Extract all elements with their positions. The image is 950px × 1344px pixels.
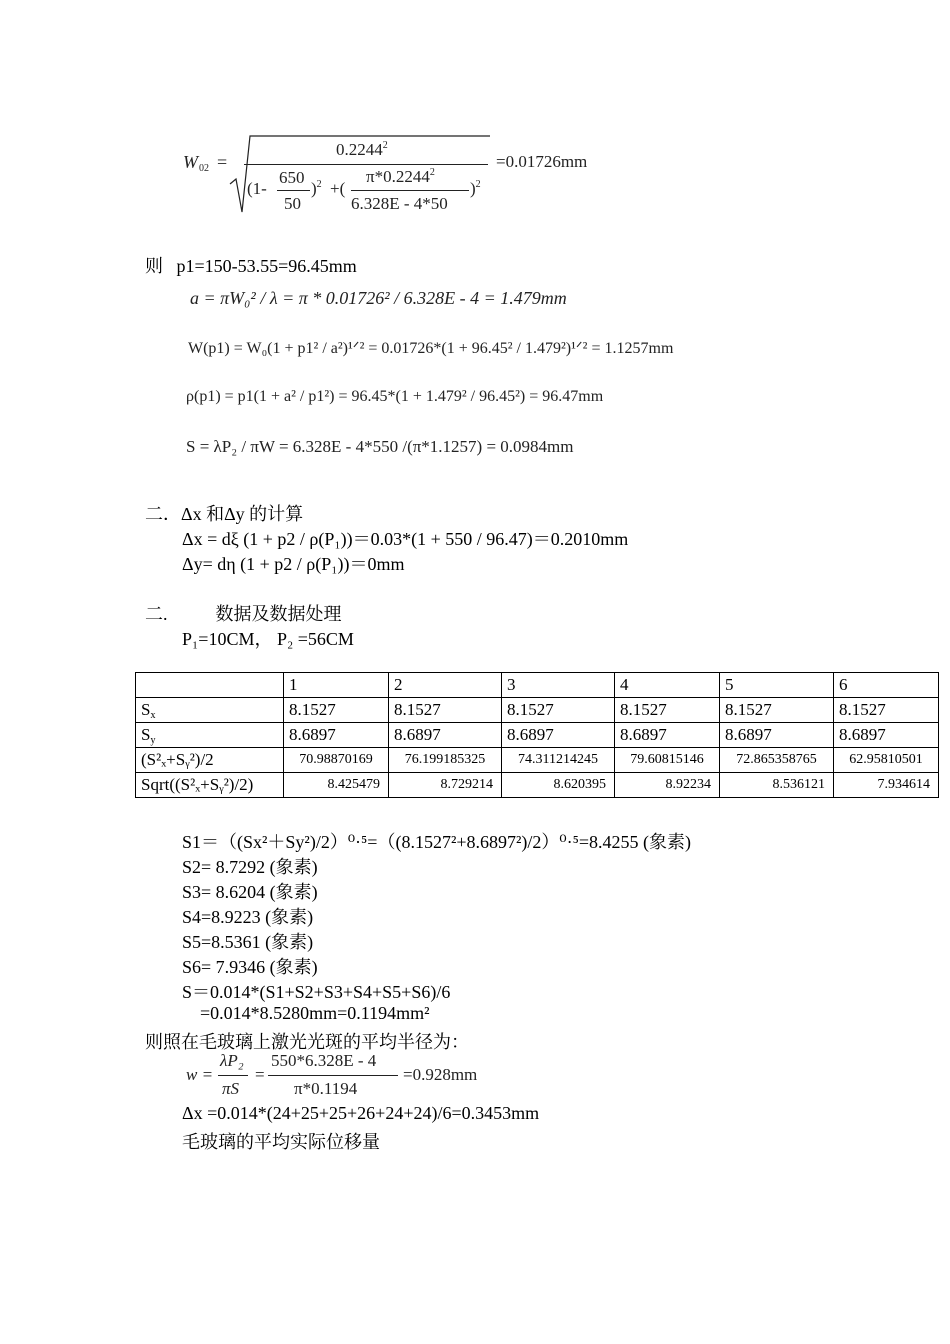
table-cell: 8.6897 (502, 723, 615, 748)
row-label-sx: $S_x$ (136, 698, 284, 723)
equation-a: a = πW₀² / λ = π * 0.01726² / 6.328E - 4 = 1.479mm (190, 288, 567, 308)
table-cell: 70.98870169 (284, 748, 389, 773)
w02-den-a-num: 650 (279, 168, 305, 187)
w02-den-a-close: )$^2$ (311, 179, 322, 198)
w02-den-b-close: )$^2$ (470, 179, 481, 198)
w-fraction-line (218, 1075, 248, 1076)
row-label-sy: $S_y$ (136, 723, 284, 748)
table-cell: 8.6897 (720, 723, 834, 748)
table-cell: 8.6897 (389, 723, 502, 748)
s4-line: S4=8.9223 (象素) (182, 907, 314, 927)
table-header-cell: 1 (284, 673, 389, 698)
table-header-cell: 5 (720, 673, 834, 698)
table-header-cell: 3 (502, 673, 615, 698)
w02-equals: = (217, 152, 228, 172)
section-data-num: 二. (145, 604, 168, 624)
w02-den-plus: +( (330, 179, 346, 198)
w-lhs: w = (186, 1065, 214, 1084)
s6-line: S6= 7.9346 (象素) (182, 957, 318, 977)
equation-w: W(p1) = W₀(1 + p1² / a²)¹ᐟ² = 0.01726*(1 + 96.45² / 1.479²)¹ᐟ² = 1.1257mm (188, 340, 674, 357)
last-line: 毛玻璃的平均实际位移量 (182, 1132, 380, 1152)
s-avg-line: S＝0.014*(S1+S2+S3+S4+S5+S6)/6 (182, 982, 451, 1002)
table-cell: 72.865358765 (720, 748, 834, 773)
w-den: πS (222, 1079, 240, 1098)
w02-den-a-open: (1- (247, 179, 267, 198)
s-avg-result: =0.014*8.5280mm=0.1194mm² (200, 1003, 430, 1023)
w02-num: 0.2244$^2$ (336, 140, 388, 159)
table-cell: 8.1527 (615, 698, 720, 723)
table-cell: 8.425479 (284, 773, 389, 798)
table-cell: 8.620395 (502, 773, 615, 798)
w02-lhs-sub: 02 (199, 163, 209, 174)
section-data-text: 数据及数据处理 (215, 604, 342, 624)
w02-result: =0.01726mm (496, 152, 588, 171)
params-line: P₁=10CM， P₂ =56CM (182, 629, 354, 649)
equation-s: S = λP₂ / πW = 6.328E - 4*550 /(π*1.1257) = 0.0984mm (186, 437, 574, 456)
w-den2: π*0.1194 (294, 1079, 358, 1098)
table-row (136, 698, 939, 723)
section-delta-heading: 二．Δx 和Δy 的计算 (145, 504, 304, 524)
table-cell: 8.1527 (720, 698, 834, 723)
w-num: λP₂ (220, 1051, 244, 1070)
table-cell: 8.1527 (834, 698, 939, 723)
data-table (135, 672, 939, 798)
s1-line: S1＝（(Sx²＋Sy²)/2）⁰·⁵=（(8.1527²+8.6897²)/2）⁰·⁵=8.4255 (象素) (182, 832, 692, 852)
table-row (136, 748, 939, 773)
w02-lhs: W (183, 152, 198, 172)
table-cell: 8.1527 (502, 698, 615, 723)
table-cell: 74.311214245 (502, 748, 615, 773)
equation-rho: ρ(p1) = p1(1 + a² / p1²) = 96.45*(1 + 1.479² / 96.45²) = 96.47mm (186, 388, 604, 405)
table-header-cell: 4 (615, 673, 720, 698)
w-num2: 550*6.328E - 4 (271, 1051, 377, 1070)
w-fraction-line-2 (268, 1075, 398, 1076)
radius-line: 则照在毛玻璃上激光光斑的平均半径为： (145, 1032, 469, 1052)
row-label-mean-square: (S²ₓ+Sᵧ²)/2 (136, 748, 284, 773)
table-cell: 8.729214 (389, 773, 502, 798)
p1-text: p1=150-53.55=96.45mm (176, 256, 357, 276)
w02-den-a-line (277, 190, 310, 191)
dy-line: Δy= dη (1 + p2 / ρ(P₁))＝0mm (182, 554, 405, 574)
table-cell: 8.1527 (284, 698, 389, 723)
table-cell: 8.536121 (720, 773, 834, 798)
table-cell: 62.95810501 (834, 748, 939, 773)
w-result: =0.928mm (403, 1065, 478, 1084)
s2-line: S2= 8.7292 (象素) (182, 857, 318, 877)
table-header-row (136, 673, 939, 698)
table-cell: 79.60815146 (615, 748, 720, 773)
w-eq2: = (255, 1065, 265, 1084)
table-cell: 8.6897 (615, 723, 720, 748)
table-header-cell (136, 673, 284, 698)
dx-line: Δx = dξ (1 + p2 / ρ(P₁))＝0.03*(1 + 550 / 96.47)＝0.2010mm (182, 529, 629, 549)
w02-den-b-den: 6.328E - 4*50 (351, 194, 448, 213)
w02-fraction-line (244, 164, 488, 165)
table-cell: 76.199185325 (389, 748, 502, 773)
w02-den-a-den: 50 (284, 194, 301, 213)
table-cell: 8.92234 (615, 773, 720, 798)
w02-den-b-num: π*0.2244$^2$ (366, 167, 435, 186)
table-cell: 8.1527 (389, 698, 502, 723)
table-cell: 8.6897 (284, 723, 389, 748)
p1-line (145, 252, 357, 278)
table-row (136, 773, 939, 798)
s5-line: S5=8.5361 (象素) (182, 932, 314, 952)
table-cell: 8.6897 (834, 723, 939, 748)
table-header-cell: 6 (834, 673, 939, 698)
table-header-cell: 2 (389, 673, 502, 698)
table-cell: 7.934614 (834, 773, 939, 798)
table-row (136, 723, 939, 748)
section-data-heading (145, 600, 342, 626)
row-label-sqrt: Sqrt((S²ₓ+Sᵧ²)/2) (136, 773, 284, 798)
s3-line: S3= 8.6204 (象素) (182, 882, 318, 902)
p1-prefix: 则 (145, 256, 163, 276)
w02-den-b-line (351, 190, 469, 191)
dx-avg-line: Δx =0.014*(24+25+25+26+24+24)/6=0.3453mm (182, 1103, 540, 1123)
